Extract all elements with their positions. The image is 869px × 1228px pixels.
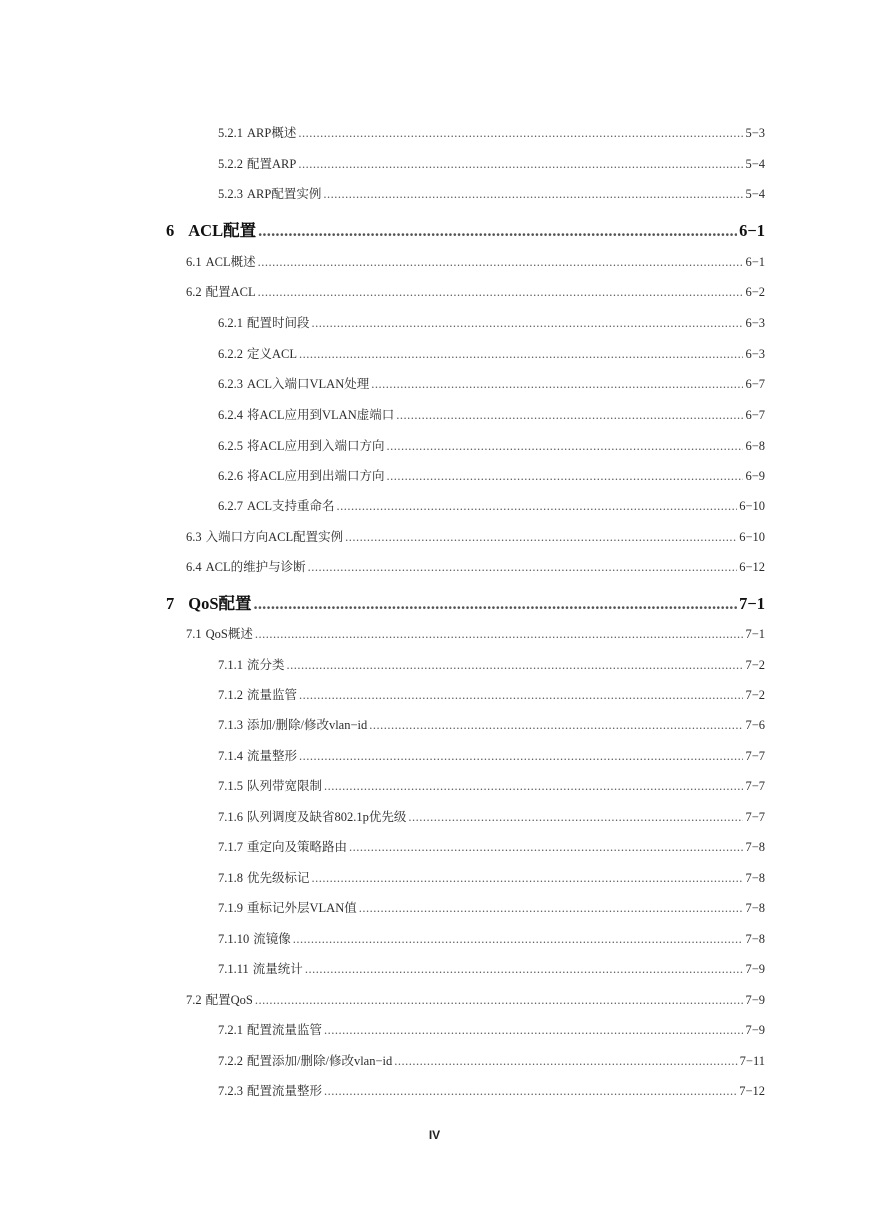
toc-chapter-entry[interactable] <box>166 217 765 239</box>
dot-leader <box>369 718 743 733</box>
toc-entry-number: 6.2.2 <box>218 347 243 361</box>
toc-entry-title: 配置流量整形 <box>247 1084 323 1098</box>
toc-entry[interactable] <box>218 123 765 141</box>
dot-leader <box>312 316 744 331</box>
toc-entry-page: 7−2 <box>745 688 765 702</box>
toc-entry-number: 7.1.7 <box>218 840 243 854</box>
dot-leader <box>254 594 738 614</box>
toc-entry-title: 配置流量监管 <box>247 1023 323 1037</box>
toc-entry-page: 6−1 <box>739 221 765 240</box>
toc-entry-page: 7−7 <box>745 779 765 793</box>
toc-entry[interactable] <box>218 344 765 362</box>
toc-entry-number: 6.2 <box>186 285 202 299</box>
toc-entry[interactable] <box>218 466 765 484</box>
toc-entry-title: 队列带宽限制 <box>247 779 323 793</box>
toc-entry-number: 5.2.2 <box>218 157 243 171</box>
toc-entry-page: 7−8 <box>745 901 765 915</box>
toc-entry-page: 6−10 <box>739 499 765 513</box>
toc-entry-page: 7−7 <box>745 810 765 824</box>
dot-leader <box>345 530 737 545</box>
dot-leader <box>255 993 744 1008</box>
toc-entry-title: 配置添加/删除/修改vlan−id <box>247 1054 393 1068</box>
toc-entry[interactable] <box>218 436 765 454</box>
toc-entry-page: 7−6 <box>745 718 765 732</box>
toc-entry[interactable] <box>218 374 765 392</box>
toc-entry-number: 7.1.11 <box>218 962 249 976</box>
toc-entry-title: ACL的维护与诊断 <box>205 560 306 574</box>
toc-entry[interactable] <box>218 929 765 947</box>
toc-entry-title: 流量整形 <box>247 749 298 763</box>
toc-entry-title: 流分类 <box>247 658 285 672</box>
dot-leader <box>324 1084 737 1099</box>
toc-entry-title: 将ACL应用到入端口方向 <box>247 439 385 453</box>
toc-entry-page: 6−10 <box>739 530 765 544</box>
dot-leader <box>337 499 738 514</box>
toc-entry-title: 添加/删除/修改vlan−id <box>247 718 368 732</box>
toc-entry-title: 配置ACL <box>205 285 256 299</box>
toc-entry[interactable] <box>218 868 765 886</box>
dot-leader <box>396 408 743 423</box>
toc-entry-number: 6.2.5 <box>218 439 243 453</box>
page-number: IV <box>428 1128 441 1142</box>
toc-entry-title: 流量监管 <box>247 688 298 702</box>
toc-entry-page: 7−8 <box>745 871 765 885</box>
toc-entry-title: 重标记外层VLAN值 <box>247 901 357 915</box>
toc-entry-number: 6.2.6 <box>218 469 243 483</box>
toc-entry[interactable] <box>186 990 765 1008</box>
toc-entry[interactable] <box>218 746 765 764</box>
toc-entry[interactable] <box>218 1051 765 1069</box>
dot-leader <box>324 1023 743 1038</box>
toc-entry[interactable] <box>218 655 765 673</box>
toc-entry-number: 7.1.2 <box>218 688 243 702</box>
toc-entry-title: ARP概述 <box>247 126 297 140</box>
toc-entry-page: 7−1 <box>739 594 765 613</box>
toc-entry-number: 7 <box>166 594 175 613</box>
dot-leader <box>408 810 743 825</box>
toc-entry-title: QoS概述 <box>205 627 253 641</box>
toc-entry-number: 6.3 <box>186 530 202 544</box>
toc-entry-number: 6.2.3 <box>218 377 243 391</box>
toc-entry-title: ACL支持重命名 <box>247 499 335 513</box>
toc-entry-number: 7.2 <box>186 993 202 1007</box>
toc-entry-title: ACL配置 <box>188 221 257 240</box>
toc-entry[interactable] <box>218 1020 765 1038</box>
toc-entry-number: 7.2.1 <box>218 1023 243 1037</box>
toc-entry-title: 配置ARP <box>247 157 297 171</box>
toc-entry-number: 7.1.6 <box>218 810 243 824</box>
toc-entry-page: 7−2 <box>745 658 765 672</box>
dot-leader <box>312 871 744 886</box>
toc-entry-title: 入端口方向ACL配置实例 <box>205 530 344 544</box>
toc-entry-title: 配置时间段 <box>247 316 310 330</box>
dot-leader <box>394 1054 737 1069</box>
toc-entry-title: 流镜像 <box>253 932 291 946</box>
dot-leader <box>305 962 744 977</box>
toc-entry[interactable] <box>218 496 765 514</box>
toc-entry-page: 6−7 <box>745 377 765 391</box>
toc-chapter-entry[interactable] <box>166 590 765 612</box>
toc-entry-number: 7.1 <box>186 627 202 641</box>
dot-leader <box>298 126 743 141</box>
dot-leader <box>299 347 743 362</box>
dot-leader <box>258 221 737 241</box>
toc-entry[interactable] <box>218 807 765 825</box>
toc-entry[interactable] <box>218 685 765 703</box>
toc-entry[interactable] <box>218 959 765 977</box>
toc-entry-title: 流量统计 <box>252 962 303 976</box>
toc-entry[interactable] <box>218 154 765 172</box>
toc-entry[interactable] <box>218 405 765 423</box>
toc-entry-title: 配置QoS <box>205 993 253 1007</box>
dot-leader <box>387 439 744 454</box>
dot-leader <box>299 749 743 764</box>
toc-entry-page: 7−9 <box>745 993 765 1007</box>
toc-entry-title: 队列调度及缺省802.1p优先级 <box>247 810 407 824</box>
toc-entry[interactable] <box>218 776 765 794</box>
dot-leader <box>255 627 744 642</box>
toc-entry-page: 7−12 <box>739 1084 765 1098</box>
toc-entry-page: 6−9 <box>745 469 765 483</box>
toc-entry-title: QoS配置 <box>188 594 252 613</box>
toc-entry[interactable] <box>186 624 765 642</box>
toc-entry-page: 5−4 <box>745 187 765 201</box>
toc-entry-page: 5−4 <box>745 157 765 171</box>
toc-entry-title: 将ACL应用到出端口方向 <box>247 469 385 483</box>
toc-entry-number: 7.1.1 <box>218 658 243 672</box>
toc-entry-number: 7.1.3 <box>218 718 243 732</box>
dot-leader <box>323 187 743 202</box>
toc-entry-number: 7.1.9 <box>218 901 243 915</box>
toc-entry-number: 7.1.8 <box>218 871 243 885</box>
toc-entry-number: 6 <box>166 221 175 240</box>
toc-entry-number: 5.2.3 <box>218 187 243 201</box>
dot-leader <box>293 932 744 947</box>
toc-entry-number: 7.1.5 <box>218 779 243 793</box>
toc-entry[interactable] <box>218 184 765 202</box>
toc-entry[interactable] <box>186 282 765 300</box>
toc-entry-page: 7−7 <box>745 749 765 763</box>
toc-entry-number: 6.2.4 <box>218 408 243 422</box>
toc-entry-number: 7.2.2 <box>218 1054 243 1068</box>
toc-entry-page: 7−11 <box>739 1054 765 1068</box>
toc-entry-number: 6.2.1 <box>218 316 243 330</box>
toc-entry-number: 6.4 <box>186 560 202 574</box>
toc-entry-page: 7−9 <box>745 1023 765 1037</box>
dot-leader <box>324 779 743 794</box>
toc-entry-title: ACL入端口VLAN处理 <box>247 377 370 391</box>
toc-entry-page: 5−3 <box>745 126 765 140</box>
toc-entry-title: 将ACL应用到VLAN虚端口 <box>247 408 395 422</box>
dot-leader <box>258 255 744 270</box>
toc-entry-number: 7.2.3 <box>218 1084 243 1098</box>
toc-entry-title: 优先级标记 <box>247 871 310 885</box>
dot-leader <box>349 840 743 855</box>
toc-entry[interactable] <box>218 898 765 916</box>
toc-entry-page: 7−8 <box>745 840 765 854</box>
toc-entry-page: 6−12 <box>739 560 765 574</box>
dot-leader <box>387 469 744 484</box>
toc-entry-page: 7−8 <box>745 932 765 946</box>
toc-entry-page: 6−8 <box>745 439 765 453</box>
toc-entry[interactable] <box>186 527 765 545</box>
toc-entry-number: 6.2.7 <box>218 499 243 513</box>
dot-leader <box>371 377 743 392</box>
toc-entry-page: 6−3 <box>745 347 765 361</box>
toc-entry[interactable] <box>218 1081 765 1099</box>
dot-leader <box>287 658 744 673</box>
toc-entry-page: 7−9 <box>745 962 765 976</box>
toc-entry-number: 5.2.1 <box>218 126 243 140</box>
toc-entry-number: 7.1.4 <box>218 749 243 763</box>
dot-leader <box>258 285 744 300</box>
dot-leader <box>298 157 743 172</box>
toc-entry-number: 7.1.10 <box>218 932 250 946</box>
toc-entry-page: 7−1 <box>745 627 765 641</box>
dot-leader <box>299 688 743 703</box>
toc-entry-page: 6−7 <box>745 408 765 422</box>
toc-entry[interactable] <box>186 557 765 575</box>
toc-entry-page: 6−2 <box>745 285 765 299</box>
toc-entry-page: 6−3 <box>745 316 765 330</box>
toc-entry[interactable] <box>218 837 765 855</box>
dot-leader <box>359 901 744 916</box>
toc-entry-title: 重定向及策略路由 <box>247 840 348 854</box>
dot-leader <box>308 560 738 575</box>
toc-entry[interactable] <box>218 715 765 733</box>
toc-entry[interactable] <box>186 252 765 270</box>
toc-entry-title: ACL概述 <box>205 255 256 269</box>
toc-entry[interactable] <box>218 313 765 331</box>
toc-entry-title: ARP配置实例 <box>247 187 322 201</box>
toc-entry-page: 6−1 <box>745 255 765 269</box>
toc-entry-title: 定义ACL <box>247 347 298 361</box>
toc-entry-number: 6.1 <box>186 255 202 269</box>
